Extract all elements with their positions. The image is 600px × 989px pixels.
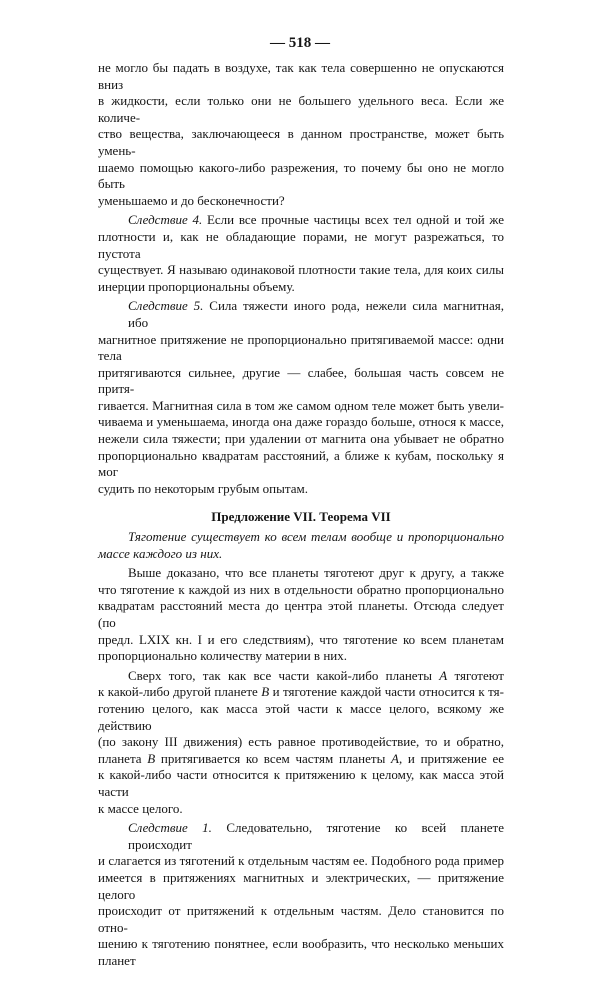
text-segment: магнитное притяжение не пропорционально притягиваемой массе: одни тела [98,331,504,364]
text-line [98,414,504,431]
italic-text: A [439,667,448,683]
text-segment: предл. LXIX кн. I и его следствиям), что тяготение ко всем планетам [98,631,504,647]
text-line [98,734,504,751]
text-line [98,262,504,279]
text-line [98,936,504,969]
text-segment: судить по некоторым грубым опытам. [98,480,308,496]
text-segment: притягивается ко всем частям планеты [155,750,392,766]
text-segment: Сила тяжести иного рода, нежели сила магнитная, ибо [128,298,504,330]
text-line [98,903,504,936]
text-line [98,648,504,665]
text-segment: чиваема и уменьшаема, иногда она даже гораздо больше, относя к массе, [98,414,504,430]
text-line [98,529,504,546]
text-line [98,365,504,398]
text-line [98,870,504,903]
text-line [98,93,504,126]
text-line [98,193,504,210]
text-line [98,767,504,800]
text-segment: пропорционально квадратам расстояний, а ближе к кубам, поскольку я мог [98,447,504,480]
text-segment: Выше доказано, что все планеты тяготеют друг к другу, а также [128,565,504,581]
text-segment: в жидкости, если только они не большего удельного веса. Если же количе- [98,93,504,125]
text-line [98,801,504,818]
page-number: — 518 — [270,35,330,51]
text-line [98,701,504,734]
italic-text: B [147,750,156,766]
text-segment: что тяготение к каждой из них в отдельности обратно пропорционально [98,581,504,597]
text-line [98,565,504,582]
text-line [98,582,504,599]
text-segment: гивается. Магнитная сила в том же самом одном теле может быть увели- [98,397,504,413]
text-segment: планета [98,750,148,766]
text-line [98,481,504,498]
text-line [98,598,504,631]
text-line [98,160,504,193]
text-segment: Если все прочные частицы всех тел одной и той же [202,212,504,228]
italic-text: Следствие 1. [128,820,212,836]
text-line [98,448,504,481]
text-segment: притягиваются сильнее, другие — слабее, большая часть совсем не притя- [98,364,504,397]
italic-text: A [391,750,399,766]
text-line [98,212,504,229]
text-segment: Сверх того, так как все части какой-либо планеты [128,667,440,683]
text-line [98,332,504,365]
text-segment: Следовательно, тяготение ко всей планете происходит [128,820,505,852]
text-body [98,60,504,989]
text-line [98,668,504,685]
text-segment: готению целого, как масса этой части к массе целого, всякому же действию [98,700,504,733]
italic-text: Следствие 5. [128,298,204,314]
text-segment: происходит от притяжений к отдельным частям. Дело становится по отно- [98,903,504,935]
text-segment: к массе целого. [98,800,183,816]
text-line [98,632,504,649]
text-segment: к какой-либо другой планете [98,684,262,700]
text-line [98,60,504,93]
text-segment: инерции пропорциональны объему. [98,278,295,294]
text-segment: плотности и, как не обладающие порами, не могут разрежаться, то пустота [98,228,504,261]
text-segment: нежели сила тяжести; при удалении от магнита она убывает не обратно [98,431,504,447]
italic-text: B [261,684,270,700]
text-segment: ство вещества, заключающееся в данном пространстве, может быть умень- [98,126,504,158]
italic-text: Тяготение существует ко всем телам вообще и пропорционально [128,529,504,545]
text-segment: не могло бы падать в воздухе, так как тела совершенно не опускаются вниз [98,60,504,92]
text-segment: имеется в притяжениях магнитных и электрических, — притяжение целого [98,869,504,902]
text-segment: существует. Я называю одинаковой плотности такие тела, для коих силы [98,262,504,278]
italic-text: Следствие 4. [128,212,203,228]
text-segment: пропорционально количеству материи в них. [98,648,347,664]
text-line [98,853,504,870]
text-segment: , и притяжение ее [398,750,504,766]
italic-text: массе каждого из них. [98,545,223,561]
text-segment: шению к тяготению понятнее, если вообразить, что несколько меньших планет [98,936,504,968]
text-line [98,820,504,853]
text-segment: шаемо помощью какого-либо разрежения, то почему бы оно не могло быть [98,159,504,192]
text-line [98,398,504,415]
text-line [98,546,504,563]
text-line [98,229,504,262]
text-segment: квадратам расстояний места до центра этой планеты. Отсюда следует (по [98,598,504,630]
text-line [98,298,504,331]
text-segment: и слагается из тяготений к отдельным частям ее. Подобного рода пример [98,853,504,869]
text-segment: (по закону III движения) есть равное противодействие, то и обратно, [98,734,504,750]
text-segment: тяготеют [447,667,504,683]
text-line [98,126,504,159]
text-segment: уменьшаемо и до бесконечности? [98,192,285,208]
text-line [98,684,504,701]
text-segment: к какой-либо части относится к притяжению к целому, как масса этой части [98,767,504,799]
section-heading [98,509,504,526]
text-segment: Предложение VII. Теорема VII [211,509,391,525]
text-line [98,431,504,448]
text-line [98,279,504,296]
text-segment: и тяготение каждой части относится к тя- [269,684,504,700]
